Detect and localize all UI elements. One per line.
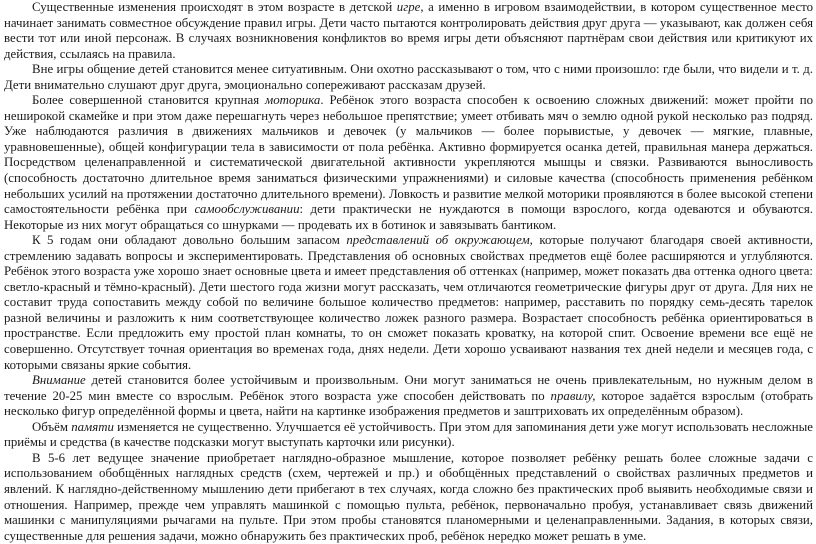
italic-term-self-care: самообслуживании [194, 202, 300, 217]
text-run: детей становится более устойчивым и произвольным. Они могут заниматься не очень привлекательным, но нужным делом в течение 20-25 мин вместе со взрослым. Ребёнок этого возраста уже способен действовать по [4, 373, 813, 403]
text-run: : дети практически не нуждаются в помощи взрослого, когда одеваются и обуваются. Некоторые из них могут обращаться со шнурками — продевать их в ботинок и завязывать бантиком. [4, 202, 813, 232]
italic-term-game: игре [396, 0, 421, 14]
italic-term-attention: Внимание [32, 373, 86, 388]
paragraph-motor-skills [4, 93, 813, 233]
paragraph-representations [4, 233, 813, 373]
text-run: Вне игры общение детей становится менее ситуативным. Они охотно рассказывают о том, что с ними произошло: где были, что видели и т. д. Дети внимательно слушают друг друга, эмоционально сопереживают рассказам друзей. [4, 62, 813, 92]
italic-term-memory: памяти [71, 419, 114, 434]
paragraph-communication [4, 62, 813, 93]
text-run: , которые получают благодаря своей активности, стремлению задавать вопросы и экспериментировать. Представления об основных свойствах предметов ещё более расширяются и углубляются. Ребёнок этого возраста уже хорошо знает основные цвета и имеет представления об оттенках (например, может показать два оттенка одного цвета: светло-красный и тёмно-красный). Дети шестого года жизни могут рассказать, чем отличаются геометрические фигуры друг от друга. Для них не составит труда сопоставить между собой по величине большое количество предметов: например, расставить по порядку семь-десять тарелок разной величины и разложить к ним соответствующее количество ложек разного размера. Возрастает способность ребёнка ориентироваться в пространстве. Если предложить ему простой план комнаты, то он сможет показать кроватку, на которой спит. Освоение времени все ещё не совершенно. Отсутствует точная ориентация во временах года, днях недели. Дети хорошо усваивают названия тех дней недели и месяцев года, с которыми связаны яркие события. [4, 233, 813, 372]
text-run: В 5-6 лет ведущее значение приобретает наглядно-образное мышление, которое позволяет ребёнку решать более сложные задачи с использованием обобщённых наглядных средств (схем, чертежей и пр.) и обобщённых представлений о свойствах различных предметов и явлений. К наглядно-действенному мышлению дети прибегают в тех случаях, когда сложно без практических проб выявить необходимые связи и отношения. Например, прежде чем управлять машинкой с помощью пульта, ребёнок, первоначально пробуя, устанавливает связь движений машинки с манипуляциями рычагами на пульте. При этом пробы становятся планомерными и целенаправленными. Задания, в которых связи, существенные для решения задачи, можно обнаружить без практических проб, ребёнок нередко может решать в уме. [4, 450, 813, 543]
italic-term-rule: правилу, [550, 388, 596, 403]
text-run: Объём [32, 419, 72, 434]
italic-term-representations: представлений об окружающем [346, 233, 530, 248]
text-run: Более совершенной становится крупная [32, 93, 266, 108]
paragraph-attention [4, 373, 813, 420]
italic-term-motor: моторика [265, 93, 321, 108]
text-run: К 5 годам они обладают довольно большим запасом [32, 233, 347, 248]
text-run: . Ребёнок этого возраста способен к освоению сложных движений: может пройти по неширокой скамейке и при этом даже перешагнуть через небольшое препятствие; умеет отбивать мяч о землю одной рукой несколько раз подряд. Уже наблюдаются различия в движениях мальчиков и девочек (у мальчиков — более порывистые, у девочек — мягкие, плавные, уравновешенные), общей конфигурации тела в зависимости от пола ребёнка. Активно формируется осанка детей, правильная манера держаться. Посредством целенаправленной и систематической двигательной активности укрепляются мышцы и связки. Развиваются выносливость (способность достаточно длительное время заниматься физическими упражнениями) и силовые качества (способность применения ребёнком небольших усилий на протяжении достаточно длительного времени). Ловкость и развитие мелкой моторики проявляются в более высокой степени самостоятельности ребёнка при [4, 93, 813, 217]
text-run: которое задаётся взрослым (отобрать несколько фигур определённой формы и цвета, найти на картинке изображения предметов и заштриховать их определённым образом). [4, 388, 813, 419]
paragraph-game [4, 0, 813, 62]
paragraph-memory [4, 420, 813, 451]
text-run: Существенные изменения происходят в этом возрасте в детской [32, 0, 397, 14]
paragraph-thinking [4, 451, 813, 544]
text-run: изменяется не существенно. Улучшается её устойчивость. При этом для запоминания дети уже могут использовать несложные приёмы и средства (в качестве подсказки могут выступать карточки или рисунки). [4, 419, 813, 450]
text-run: , а именно в игровом взаимодействии, в котором существенное место начинает занимать совместное обсуждение правил игры. Дети часто пытаются контролировать действия друг друга — указывают, как должен себя вести тот или иной персонаж. В случаях возникновения конфликтов во время игры дети объясняют партнёрам свои действия или критикуют их действия, ссылаясь на правила. [4, 0, 814, 61]
